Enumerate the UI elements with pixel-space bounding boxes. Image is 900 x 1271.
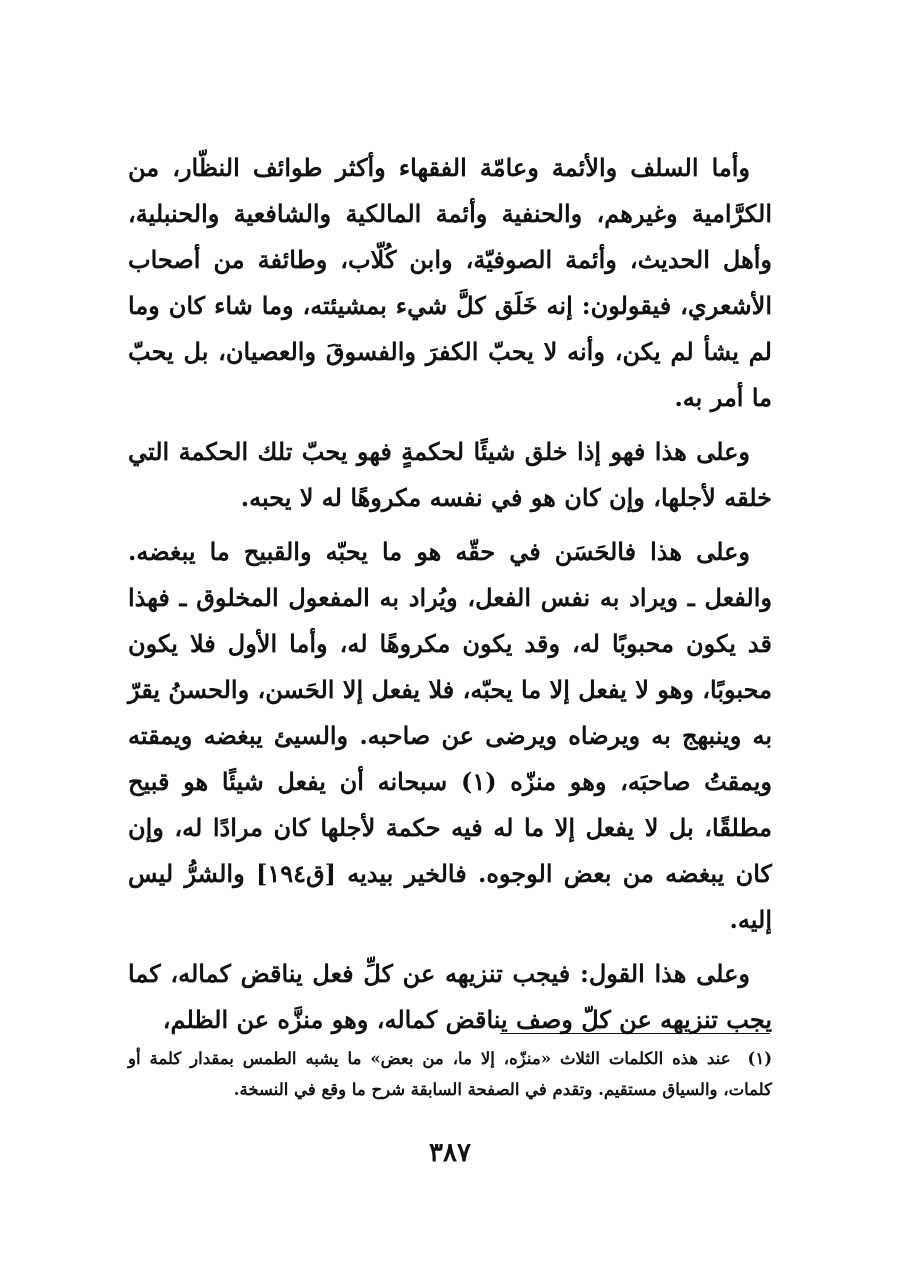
footnote-divider xyxy=(500,1033,770,1034)
page-number: ٣٨٧ xyxy=(429,1138,471,1168)
paragraph-4: وعلى هذا القول: فيجب تنزيهه عن كلِّ فعل يناقض كماله، كما يجب تنزيهه عن كلّ وصف يناقض كماله، وهو منزَّه عن الظلم، xyxy=(128,959,772,1034)
footnotes xyxy=(128,1043,772,1105)
footnote-1 xyxy=(128,1043,772,1105)
paragraph-3: وعلى هذا فالحَسَن في حقّه هو ما يحبّه والقبيح ما يبغضه. والفعل ـ ويراد به نفس الفعل، ويُراد به المفعول المخلوق ـ فهذا قد يكون محبوبًا له، وقد يكون مكروهًا له، وأما الأول فلا يكون محبوبًا، وهو لا يفعل إلا ما يحبّه، فلا يفعل إلا الحَسن، والحسنُ يقرّ به وينبهج به ويرضاه ويرضى عن صاحبه. والسيئ يبغضه ويمقته ويمقتُ صاحبَه، وهو منزّه (١) سبحانه أن يفعل شيئًا هو قبيح مطلقًا، بل لا يفعل إلا ما له فيه حكمة لأجلها كان مرادًا له، وإن كان يبغضه من بعض الوجوه. فالخير بيديه [ق١٩٤] والشرُّ ليس إليه. xyxy=(128,537,773,934)
footnote-marker: (١) xyxy=(747,1049,772,1068)
footnote-text: عند هذه الكلمات الثلاث «منزّه، إلا ما، من بعض» ما يشبه الطمس بمقدار كلمة أو كلمات، والسياق مستقيم. وتقدم في الصفحة السابقة شرح ما وقع في النسخة. xyxy=(128,1049,772,1099)
paragraph-2: وعلى هذا فهو إذا خلق شيئًا لحكمةٍ فهو يحبّ تلك الحكمة التي خلقه لأجلها، وإن كان هو في نفسه مكروهًا له لا يحبه. xyxy=(128,437,772,512)
main-text xyxy=(128,145,772,1051)
paragraph-1: وأما السلف والأئمة وعامّة الفقهاء وأكثر طوائف النظّار، من الكرَّامية وغيرهم، والحنفية وأئمة المالكية والشافعية والحنبلية، وأهل الحديث، وأئمة الصوفيّة، وابن كُلّاب، وطائفة من أصحاب الأشعري، فيقولون: إنه خَلَق كلَّ شيء بمشيئته، وما شاء كان وما لم يشأ لم يكن، وأنه لا يحبّ الكفرَ والفسوقَ والعصيان، بل يحبّ ما أمر به. xyxy=(128,153,772,412)
